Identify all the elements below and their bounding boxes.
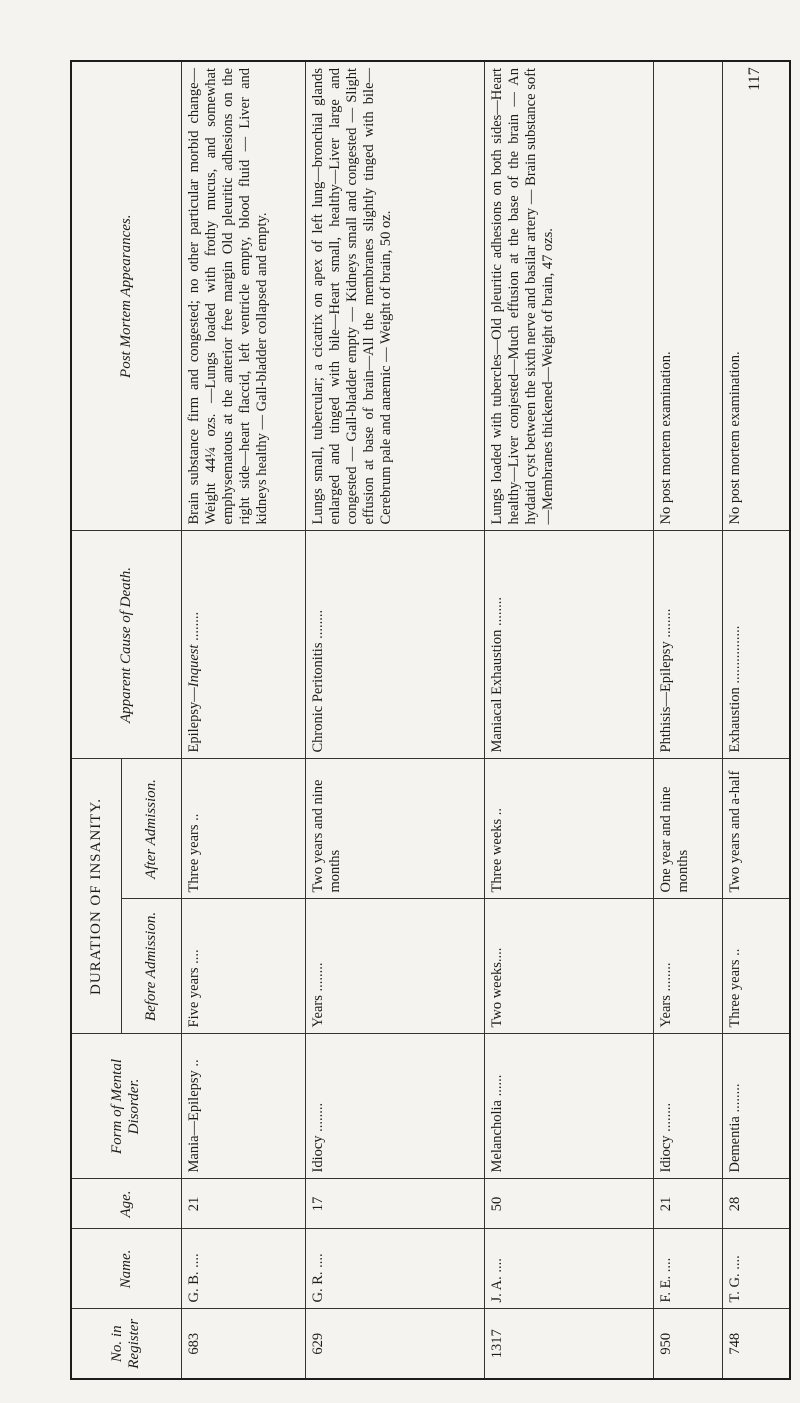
cell-cause: [484, 531, 653, 759]
cell-no: 1317: [484, 1309, 653, 1379]
cell-age: 50: [484, 1179, 653, 1229]
table-row: [484, 61, 653, 1379]
cell-no: 950: [653, 1309, 722, 1379]
cell-form: Dementia ........: [722, 1034, 790, 1179]
cell-post-mortem: No post mortem examination.: [653, 61, 722, 531]
cause-text: Phthisis—Epilepsy ........: [657, 608, 674, 753]
cell-no: 683: [181, 1309, 305, 1379]
cell-no: 629: [305, 1309, 484, 1379]
header-apparent-cause-of-death: Apparent Cause of Death.: [71, 531, 181, 759]
header-age: Age.: [71, 1179, 181, 1229]
header-post-mortem-appearances: [71, 61, 181, 531]
cell-before: Years ........: [305, 899, 484, 1034]
cell-cause: [305, 531, 484, 759]
cell-before: Three years ..: [722, 899, 790, 1034]
header-no-in-register: No. in Register: [71, 1309, 181, 1379]
cell-post-mortem: Lungs small, tubercular; a cicatrix on apex of left lung—bronchial glands enlarged and tinged with bile—Heart small, healthy—Liver large and congested — Gall-bladder empty — Kidneys small and congested — Slight effusion at base of brain—All the membranes slightly tinged with bile—Cerebrum pale and anæmic — Weight of brain, 50 oz.: [305, 61, 484, 531]
cell-post-mortem: Brain substance firm and congested; no other particular morbid change—Weight 44¼ ozs. —Lungs loaded with frothy mucus, and somewhat emphysematous at the anterior free margin Old pleuritic adhesions on the right side—heart flaccid, left ventricle empty, blood fluid — Liver and kidneys healthy — Gall-bladder collapsed and empty.: [181, 61, 305, 531]
cell-no: 748: [722, 1309, 790, 1379]
cell-after: Three weeks ..: [484, 759, 653, 899]
cell-cause: [653, 531, 722, 759]
header-form-of-mental-disorder: Form of Mental Disorder.: [71, 1034, 181, 1179]
header-duration-of-insanity: DURATION OF INSANITY.: [71, 759, 121, 1034]
table-row: [181, 61, 305, 1379]
cell-form: Idiocy ........: [305, 1034, 484, 1179]
header-post-mortem-label: Post Mortem Appearances.: [117, 214, 134, 378]
cell-age: 28: [722, 1179, 790, 1229]
cell-after: Three years ..: [181, 759, 305, 899]
cell-name: G. R. ....: [305, 1229, 484, 1309]
rotated-table-container: [70, 62, 755, 1380]
cell-age: 21: [653, 1179, 722, 1229]
cell-age: 17: [305, 1179, 484, 1229]
cell-form: Mania—Epilepsy ..: [181, 1034, 305, 1179]
cause-leader: ........: [185, 611, 202, 645]
cell-post-mortem: No post mortem examination.: [722, 61, 790, 531]
cell-name: T. G. ....: [722, 1229, 790, 1309]
header-name: Name.: [71, 1229, 181, 1309]
header-after-admission: After Admission.: [121, 759, 181, 899]
cell-before: Two weeks....: [484, 899, 653, 1034]
cell-name: J. A. ....: [484, 1229, 653, 1309]
table-row: [653, 61, 722, 1379]
cell-name: F. E. ....: [653, 1229, 722, 1309]
cause-text: Chronic Peritonitis ........: [309, 609, 326, 753]
cell-after: One year and nine months: [653, 759, 722, 899]
page-number: 117: [746, 67, 763, 91]
cell-name: G. B. ....: [181, 1229, 305, 1309]
cause-text: Exhaustion ................: [726, 625, 743, 753]
cell-cause: [722, 531, 790, 759]
cell-after: Two years and a-half: [722, 759, 790, 899]
cell-cause: [181, 531, 305, 759]
cause-text: Maniacal Exhaustion ........: [488, 597, 505, 753]
cell-post-mortem: Lungs loaded with tubercles—Old pleuritic adhesions on both sides—Heart healthy—Liver conjested—Much effusion at the base of the brain — An hydatid cyst between the sixth nerve and basilar artery — Brain substance soft—Membranes thickened—Weight of brain, 47 ozs.: [484, 61, 653, 531]
cell-form: Melancholia ......: [484, 1034, 653, 1179]
cell-after: Two years and nine months: [305, 759, 484, 899]
table-row: [722, 61, 790, 1379]
cause-text: Epilepsy—: [185, 687, 202, 753]
table-row: [305, 61, 484, 1379]
register-table: [70, 60, 791, 1380]
cell-before: Years ........: [653, 899, 722, 1034]
header-before-admission: Before Admission.: [121, 899, 181, 1034]
cell-form: Idiocy ........: [653, 1034, 722, 1179]
cell-age: 21: [181, 1179, 305, 1229]
cell-before: Five years ....: [181, 899, 305, 1034]
cause-inquest: Inquest: [185, 644, 202, 688]
